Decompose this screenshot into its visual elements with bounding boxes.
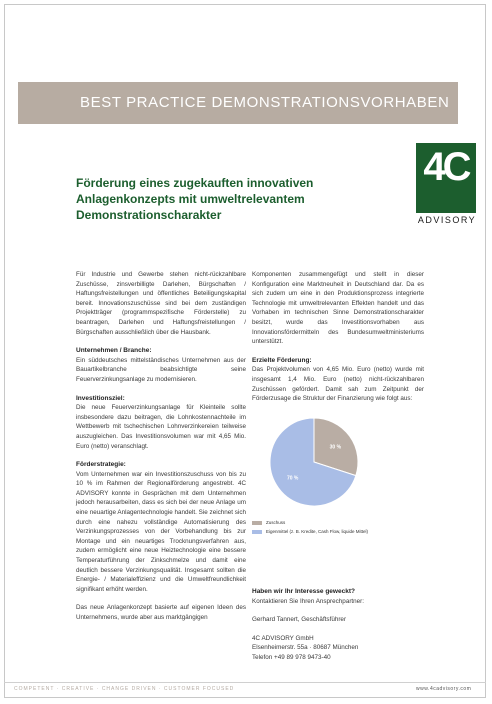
title-banner [18,82,458,124]
legend-label: Zuschuss [266,520,286,525]
contact-block [252,587,432,663]
headline [76,175,376,223]
section-heading: Investitionsziel: [76,394,125,402]
headline-line: Anlagenkonzepts mit umweltrelevantem [76,192,305,206]
continuation-paragraph: Komponenten zusammengefügt und stellt in dieser Konfiguration eine Marktneuheit in Deutschland dar. Da es sich zudem um eine in den Produktionsprozess integrierte Technologie mit umweltrelevanten Effekten handelt und das Vorhaben im technischen Sinne Demonstrationscharakter besitzt, wurde das Investitionsvorhaben aus Innovationsfördermitteln des Bundesumweltministeriums unterstützt. [252,271,424,346]
legend-label: Eigenmittel (z. B. Kredite, Cash Flow, liquide Mittel) [266,529,369,534]
result-heading: Erzielte Förderung: [252,356,312,364]
left-column [76,270,246,632]
contact-intro: Kontaktieren Sie Ihren Ansprechpartner: [252,597,365,605]
contact-heading: Haben wir Ihr Interesse geweckt? [252,588,355,595]
contact-phone: Telefon +49 89 978 9473-40 [252,653,331,661]
section-text: Die neue Feuerverzinkungsanlage für Kleinteile sollte insbesondere dazu beitragen, die Lohnkostennachteile im Wettbewerb mit tschechischen Lohnverzinkereien teilweise auszugleichen. Das Investitionsvolumen war mit 4,65 Mio. Euro (netto) veranschlagt. [76,404,246,450]
headline-line: Förderung eines zugekauften innovativen [76,176,314,190]
legend-item [252,527,368,536]
chart-legend [252,518,368,536]
footer-website: www.4cadvisory.com [416,686,472,692]
pie-data-label: 30 % [329,444,342,451]
footer-divider [4,682,486,683]
contact-company: 4C ADVISORY GmbH [252,634,314,642]
contact-person: Gerhard Tannert, Geschäftsführer [252,616,347,624]
company-logo [416,143,476,213]
intro-paragraph: Für Industrie und Gewerbe stehen nicht-rückzahlbare Zuschüsse, zinsverbilligte Darlehen, Bürgschaften / Haftungsfreistellungen und öffentliches Beteiligungskapital bereit. Innovationszuschüsse sind bei dem zuständigen Projektträger (programmspezifische Förderstelle) zu beantragen, Darlehen und Haftungsfreistellungen / Bürgschaften ausschließlich über die Hausbank. [76,271,246,336]
pie-svg [252,400,424,520]
legend-swatch [252,530,262,534]
section-text: Ein süddeutsches mittelständisches Unternehmen aus der Bauartikelbranche beabsichtigte seine Feuerverzinkungsanlage zu modernisieren. [76,356,246,383]
right-column [252,270,424,413]
section-text: Vom Unternehmen war ein Investitionszuschuss von bis zu 10 % im Rahmen der Regionalförderung angestrebt. 4C ADVISORY konnte in Gesprächen mit dem Unternehmen jedoch herausarbeiten, dass es sich bei der neue Anlage um eine neuartige Anlagentechnologie handelt. Sie zeichnet sich durch eine nahezu vollständige Automatisierung des Verzinkungsprozesses von der Vorbehandlung bis zur Montage und ein neuartiges Trocknungsverfahren aus, zudem ermöglicht eine neue Heiztechnologie eine bessere Temperaturführung der Zinkschmelze und damit eine deutlich bessere Verzinkungsqualität. Insgesamt sollten die Energie- / Materialeffizienz und die Umweltfreundlichkeit signifikant erhöht werden. [76,470,246,593]
result-text: Das Projektvolumen von 4,65 Mio. Euro (netto) wurde mit insgesamt 1,4 Mio. Euro (netto) nicht-rückzahlbaren Zuschüssen gefördert. Damit sah zum Zeitpunkt der Förderzusage die Struktur der Finanzierung wie folgt aus: [252,366,424,403]
footer-tagline: COMPETENT · CREATIVE · CHANGE DRIVEN · CUSTOMER FOCUSED [14,686,235,692]
banner-title: BEST PRACTICE DEMONSTRATIONSVORHABEN [80,94,450,111]
logo-wordmark: ADVISORY [417,215,477,225]
legend-item [252,518,368,527]
pie-data-label: 70 % [286,475,299,482]
headline-line: Demonstrationscharakter [76,208,222,222]
section-heading: Unternehmen / Branche: [76,347,152,355]
contact-address: Elsenheimerstr. 55a · 80687 München [252,644,359,652]
logo-mark: 4C [423,145,469,189]
legend-swatch [252,521,262,525]
section-heading: Förderstrategie: [76,461,126,469]
closing-paragraph: Das neue Anlagenkonzept basierte auf eigenen Ideen des Unternehmens, wurde aber aus marktgängigen [76,604,246,621]
